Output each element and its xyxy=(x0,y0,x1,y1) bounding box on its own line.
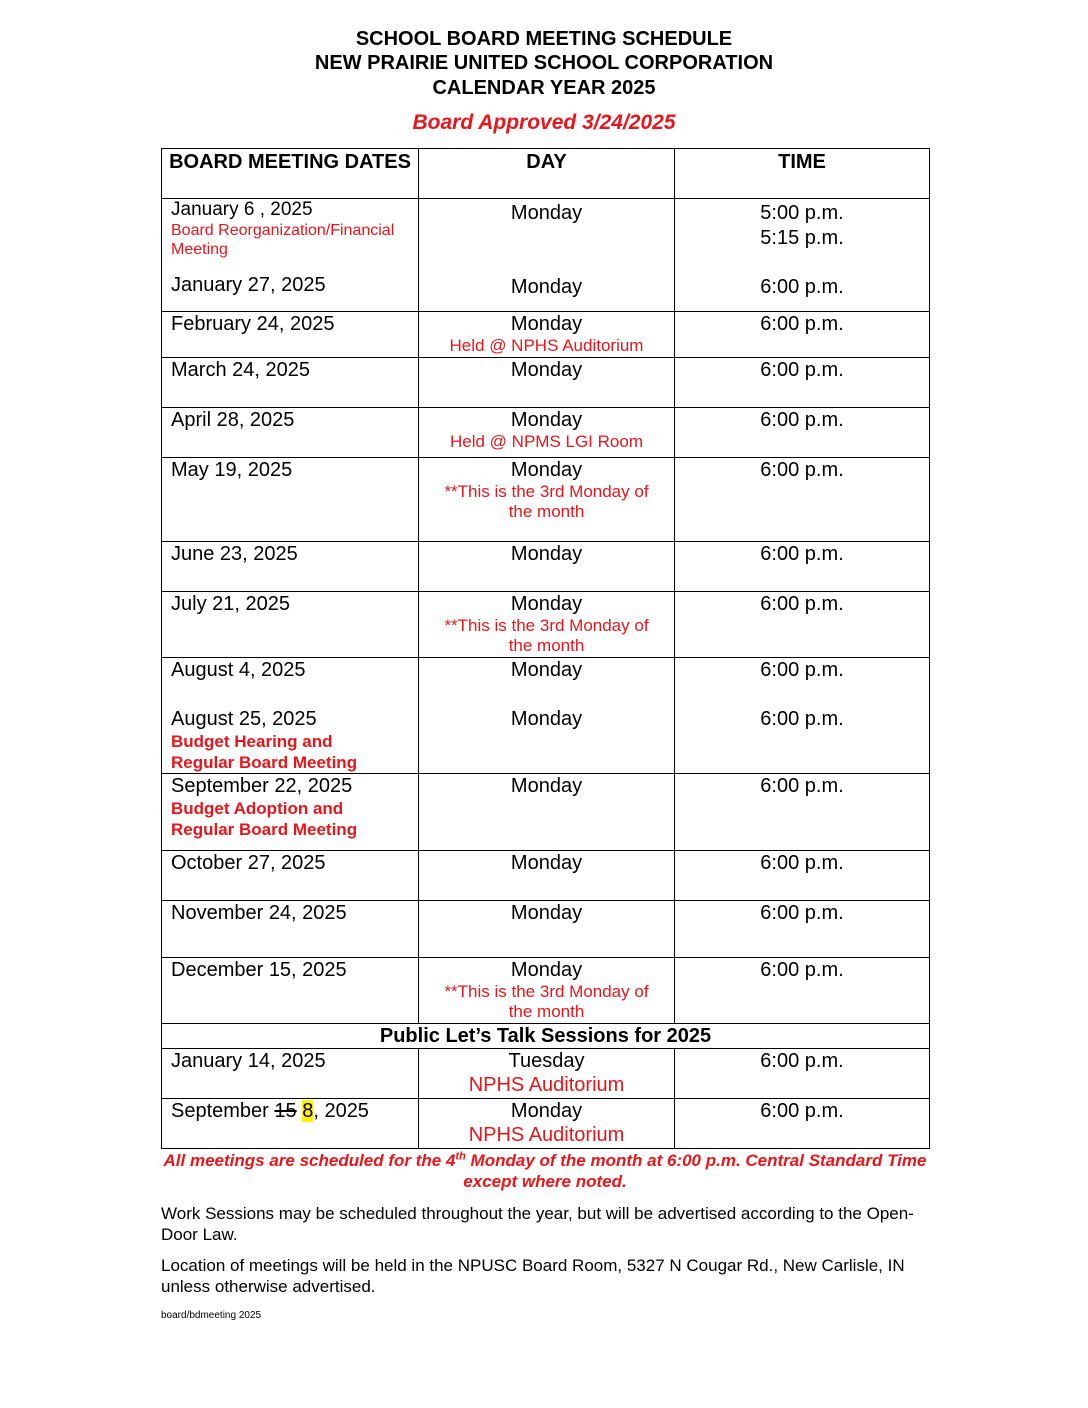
meeting-time: 6:00 p.m. xyxy=(760,313,844,335)
time-cell xyxy=(675,199,930,312)
meeting-date: August 25, 2025 xyxy=(171,708,317,730)
section-header-row xyxy=(162,1024,930,1049)
day-cell xyxy=(419,592,675,658)
date-cell xyxy=(162,1049,419,1099)
schedule-note xyxy=(161,1150,929,1192)
meeting-time: 6:00 p.m. xyxy=(760,959,844,981)
day-cell xyxy=(419,958,675,1024)
date-cell xyxy=(162,1099,419,1149)
meeting-day: Monday xyxy=(510,359,583,381)
date-cell xyxy=(162,592,419,658)
time-cell xyxy=(675,312,930,358)
footer-reference: board/bdmeeting 2025 xyxy=(161,1310,262,1321)
date-cell xyxy=(162,851,419,901)
meeting-time: 6:00 p.m. xyxy=(760,659,844,681)
session-day: Tuesday xyxy=(508,1050,585,1072)
meeting-time: 6:00 p.m. xyxy=(760,409,844,431)
meeting-date: January 6 , 2025 xyxy=(171,199,313,220)
meeting-date-note: Budget Adoption and Regular Board Meeting xyxy=(171,799,358,839)
time-cell xyxy=(675,658,930,774)
meeting-day: Monday xyxy=(510,593,583,615)
meeting-date: November 24, 2025 xyxy=(171,902,347,924)
title-line-2: NEW PRAIRIE UNITED SCHOOL CORPORATION xyxy=(314,52,774,74)
day-cell xyxy=(419,851,675,901)
session-date-prefix: September xyxy=(171,1100,275,1122)
day-cell xyxy=(419,358,675,408)
meeting-schedule-table xyxy=(161,148,930,1149)
day-cell xyxy=(419,199,675,312)
column-header-day: DAY xyxy=(419,149,675,199)
meeting-time: 6:00 p.m. xyxy=(760,359,844,381)
time-cell xyxy=(675,592,930,658)
time-cell xyxy=(675,851,930,901)
meeting-date: October 27, 2025 xyxy=(171,852,326,874)
day-note: Held @ NPMS LGI Room xyxy=(450,432,643,451)
column-header-dates: BOARD MEETING DATES xyxy=(162,149,419,199)
meeting-date: February 24, 2025 xyxy=(171,313,335,335)
meeting-time: 5:00 p.m. xyxy=(760,202,844,224)
column-header-time: TIME xyxy=(675,149,930,199)
day-note: **This is the 3rd Monday of the month xyxy=(444,616,649,655)
time-cell xyxy=(675,358,930,408)
meeting-day: Monday xyxy=(510,543,583,565)
date-cell xyxy=(162,658,419,774)
date-cell xyxy=(162,542,419,592)
table-row xyxy=(162,408,930,458)
date-cell xyxy=(162,358,419,408)
approval-note: Board Approved 3/24/2025 xyxy=(412,111,676,134)
day-cell xyxy=(419,658,675,774)
date-cell xyxy=(162,958,419,1024)
date-cell xyxy=(162,312,419,358)
time-cell xyxy=(675,958,930,1024)
meeting-date: April 28, 2025 xyxy=(171,409,295,431)
session-location: NPHS Auditorium xyxy=(468,1074,625,1096)
day-cell xyxy=(419,774,675,851)
table-header-row xyxy=(162,149,930,199)
table-row xyxy=(162,199,930,312)
table-row xyxy=(162,542,930,592)
meeting-time: 6:00 p.m. xyxy=(760,775,844,797)
meeting-day: Monday xyxy=(510,959,583,981)
meeting-day: Monday xyxy=(510,902,583,924)
date-cell xyxy=(162,458,419,542)
date-cell xyxy=(162,408,419,458)
work-sessions-paragraph: Work Sessions may be scheduled throughout the year, but will be advertised according to the Open-Door Law. xyxy=(161,1204,914,1244)
table-row xyxy=(162,774,930,851)
table-row xyxy=(162,458,930,542)
meeting-day: Monday xyxy=(510,775,583,797)
title-line-3: CALENDAR YEAR 2025 xyxy=(432,77,656,99)
meeting-date-note: Budget Hearing and Regular Board Meeting xyxy=(171,732,358,772)
day-cell xyxy=(419,1099,675,1149)
meeting-day: Monday xyxy=(510,459,583,481)
meeting-day: Monday xyxy=(510,313,583,335)
table-row xyxy=(162,958,930,1024)
public-sessions-title: Public Let’s Talk Sessions for 2025 xyxy=(162,1024,930,1049)
meeting-day: Monday xyxy=(510,276,583,298)
day-note: **This is the 3rd Monday of the month xyxy=(444,482,649,521)
meeting-time: 6:00 p.m. xyxy=(760,708,844,730)
table-row xyxy=(162,851,930,901)
time-cell xyxy=(675,542,930,592)
time-cell xyxy=(675,774,930,851)
schedule-note-text-b: Monday of the month at 6:00 p.m. Central Standard Time except where noted. xyxy=(463,1151,927,1191)
session-location: NPHS Auditorium xyxy=(468,1124,625,1146)
session-date-suffix: , 2025 xyxy=(313,1100,369,1122)
meeting-date: August 4, 2025 xyxy=(171,659,306,681)
schedule-note-sup: th xyxy=(455,1150,466,1163)
day-cell xyxy=(419,408,675,458)
meeting-day: Monday xyxy=(510,659,583,681)
table-row xyxy=(162,1049,930,1099)
table-row xyxy=(162,1099,930,1149)
table-row xyxy=(162,312,930,358)
day-cell xyxy=(419,312,675,358)
day-cell xyxy=(419,1049,675,1099)
meeting-time: 6:00 p.m. xyxy=(760,902,844,924)
meeting-date: December 15, 2025 xyxy=(171,959,347,981)
table-row xyxy=(162,658,930,774)
day-cell xyxy=(419,542,675,592)
time-cell xyxy=(675,408,930,458)
day-cell xyxy=(419,901,675,958)
date-cell xyxy=(162,774,419,851)
table-row xyxy=(162,592,930,658)
meeting-time: 6:00 p.m. xyxy=(760,459,844,481)
meeting-date: May 19, 2025 xyxy=(171,459,293,481)
meeting-date: September 22, 2025 xyxy=(171,775,353,797)
time-cell xyxy=(675,1099,930,1149)
meeting-day: Monday xyxy=(510,852,583,874)
meeting-date: March 24, 2025 xyxy=(171,359,310,381)
time-cell xyxy=(675,458,930,542)
meeting-time: 6:00 p.m. xyxy=(760,276,844,298)
meeting-date-note: Board Reorganization/Financial Meeting xyxy=(171,222,395,258)
session-time: 6:00 p.m. xyxy=(760,1050,844,1072)
meeting-time: 5:15 p.m. xyxy=(760,227,844,249)
day-cell xyxy=(419,458,675,542)
table-row xyxy=(162,901,930,958)
meeting-day: Monday xyxy=(510,409,583,431)
meeting-day: Monday xyxy=(510,708,583,730)
meeting-date: June 23, 2025 xyxy=(171,543,298,565)
session-date xyxy=(171,1099,418,1123)
location-paragraph: Location of meetings will be held in the NPUSC Board Room, 5327 N Cougar Rd., New Carlisle, IN unless otherwise advertised. xyxy=(161,1256,905,1296)
highlighted-date: 8 xyxy=(302,1100,314,1122)
date-cell xyxy=(162,199,419,312)
schedule-note-text-a: All meetings are scheduled for the 4 xyxy=(163,1151,456,1170)
title-line-1: SCHOOL BOARD MEETING SCHEDULE xyxy=(355,28,733,50)
table-row xyxy=(162,358,930,408)
session-time: 6:00 p.m. xyxy=(760,1100,844,1122)
time-cell xyxy=(675,1049,930,1099)
session-day: Monday xyxy=(510,1100,583,1122)
meeting-time: 6:00 p.m. xyxy=(760,593,844,615)
meeting-time: 6:00 p.m. xyxy=(760,852,844,874)
meeting-time: 6:00 p.m. xyxy=(760,543,844,565)
day-note: **This is the 3rd Monday of the month xyxy=(444,982,649,1021)
time-cell xyxy=(675,901,930,958)
meeting-date: January 27, 2025 xyxy=(171,274,326,296)
day-note: Held @ NPHS Auditorium xyxy=(449,336,644,355)
struck-date: 15 xyxy=(274,1100,297,1122)
session-date: January 14, 2025 xyxy=(171,1050,326,1072)
date-cell xyxy=(162,901,419,958)
meeting-date: July 21, 2025 xyxy=(171,593,290,615)
meeting-day: Monday xyxy=(510,202,583,224)
